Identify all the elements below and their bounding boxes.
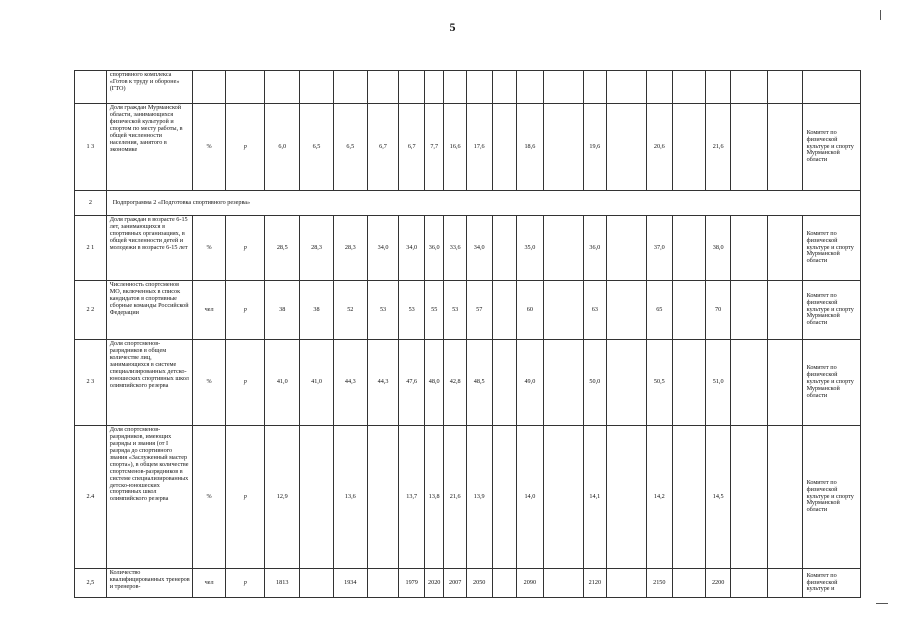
value-cell: 2020 [424,569,443,598]
source-mark: р [226,216,265,281]
value-cell: 38 [300,281,334,340]
value-cell: 63 [583,281,607,340]
value-cell: 2050 [466,569,492,598]
table-row [75,216,861,281]
indicator-name: Доля спортсменов-разрядников, имеющих разряды и звания (от I разряда до спортивного звания «Заслуженный мастер спорта»), в общем количестве спортсменов-разрядников в системе специализированных детско-юношеских спортивных школ олимпийского резерва [106,426,192,569]
value-cell: 6,5 [333,104,367,191]
value-cell: 50,5 [647,340,673,426]
executor: Комитет по физической культуре и спорту Мурманской области [802,426,860,569]
value-cell: 52 [333,281,367,340]
subprogram-title: Подпрограмма 2 «Подготовка спортивного резерва» [106,191,860,216]
row-number: 2 2 [75,281,107,340]
value-cell: 37,0 [647,216,673,281]
value-cell: 41,0 [265,340,300,426]
value-cell: 28,3 [300,216,334,281]
value-cell: 41,0 [300,340,334,426]
value-cell: 36,0 [424,216,443,281]
table-row [75,569,861,598]
executor: Комитет по физической культуре и спорту Мурманской области [802,216,860,281]
value-cell: 16,6 [444,104,467,191]
row-number: 1 3 [75,104,107,191]
source-mark: р [226,281,265,340]
value-cell: 18,6 [517,104,544,191]
value-cell: 44,3 [367,340,399,426]
value-cell: 19,6 [583,104,607,191]
value-cell: 51,0 [706,340,731,426]
source-mark: р [226,569,265,598]
source-mark: р [226,340,265,426]
value-cell: 14,1 [583,426,607,569]
row-number: 2.4 [75,426,107,569]
value-cell: 1979 [399,569,425,598]
value-cell: 1934 [333,569,367,598]
value-cell [300,426,334,569]
value-cell: 53 [444,281,467,340]
value-cell: 34,0 [367,216,399,281]
value-cell: 34,0 [399,216,425,281]
value-cell: 2150 [647,569,673,598]
indicator-name: Доля граждан в возрасте 6-15 лет, занимающихся в спортивных организациях, в общей численности детей и молодежи в возрасте 6-15 лет [106,216,192,281]
value-cell: 47,6 [399,340,425,426]
page-number: 5 [449,20,456,34]
indicator-name: спортивного комплекса «Готов к труду и обороне» (ГТО) [106,71,192,104]
indicator-name: Количество квалифицированных тренеров и тренеров- [106,569,192,598]
value-cell: 1813 [265,569,300,598]
value-cell: 35,0 [517,216,544,281]
value-cell: 60 [517,281,544,340]
unit: % [192,426,226,569]
value-cell: 17,6 [466,104,492,191]
value-cell: 65 [647,281,673,340]
value-cell: 14,5 [706,426,731,569]
value-cell: 6,7 [367,104,399,191]
scan-speck [876,603,888,604]
executor: Комитет по физической культуре и [802,569,860,598]
value-cell: 6,7 [399,104,425,191]
value-cell: 13,7 [399,426,425,569]
value-cell: 6,0 [265,104,300,191]
table-row [75,191,861,216]
value-cell: 55 [424,281,443,340]
executor: Комитет по физической культуре и спорту Мурманской области [802,104,860,191]
value-cell: 2200 [706,569,731,598]
value-cell: 34,0 [466,216,492,281]
value-cell [367,569,399,598]
table-row [75,71,861,104]
executor: Комитет по физической культуре и спорту Мурманской области [802,340,860,426]
value-cell: 21,6 [706,104,731,191]
table-row [75,426,861,569]
value-cell: 28,5 [265,216,300,281]
indicator-name: Численность спортсменов МО, включенных в список кандидатов в спортивные сборные команды Российской Федерации [106,281,192,340]
value-cell [300,569,334,598]
indicator-name: Доля граждан Мурманской области, занимающихся физической культурой и спортом по месту работы, в общей численности населения, занятого в экономике [106,104,192,191]
value-cell: 2120 [583,569,607,598]
value-cell: 53 [399,281,425,340]
value-cell: 48,5 [466,340,492,426]
value-cell: 38,0 [706,216,731,281]
unit: чел [192,569,226,598]
value-cell: 57 [466,281,492,340]
value-cell: 13,8 [424,426,443,569]
value-cell: 13,6 [333,426,367,569]
unit: % [192,340,226,426]
value-cell: 6,5 [300,104,334,191]
value-cell: 42,8 [444,340,467,426]
table-row [75,281,861,340]
value-cell: 20,6 [647,104,673,191]
value-cell: 70 [706,281,731,340]
value-cell: 14,0 [517,426,544,569]
row-number: 2 3 [75,340,107,426]
unit: чел [192,281,226,340]
row-number: 2 [75,191,107,216]
table-row [75,340,861,426]
value-cell: 2007 [444,569,467,598]
value-cell: 28,3 [333,216,367,281]
source-mark: р [226,104,265,191]
value-cell: 7,7 [424,104,443,191]
value-cell: 21,6 [444,426,467,569]
value-cell: 48,0 [424,340,443,426]
value-cell: 53 [367,281,399,340]
value-cell: 49,0 [517,340,544,426]
value-cell: 14,2 [647,426,673,569]
value-cell [367,426,399,569]
unit: % [192,104,226,191]
value-cell: 50,0 [583,340,607,426]
indicators-table [74,70,861,598]
scan-speck [880,10,881,20]
indicator-name: Доля спортсменов-разрядников в общем количестве лиц, занимающихся в системе специализированных детско-юношеских спортивных школ олимпийского резерва [106,340,192,426]
source-mark: р [226,426,265,569]
value-cell: 12,9 [265,426,300,569]
value-cell: 2090 [517,569,544,598]
value-cell: 44,3 [333,340,367,426]
row-number: 2,5 [75,569,107,598]
value-cell: 38 [265,281,300,340]
table-row [75,104,861,191]
unit: % [192,216,226,281]
value-cell: 33,6 [444,216,467,281]
value-cell: 36,0 [583,216,607,281]
row-number: 2 1 [75,216,107,281]
value-cell: 13,9 [466,426,492,569]
executor: Комитет по физической культуре и спорту Мурманской области [802,281,860,340]
